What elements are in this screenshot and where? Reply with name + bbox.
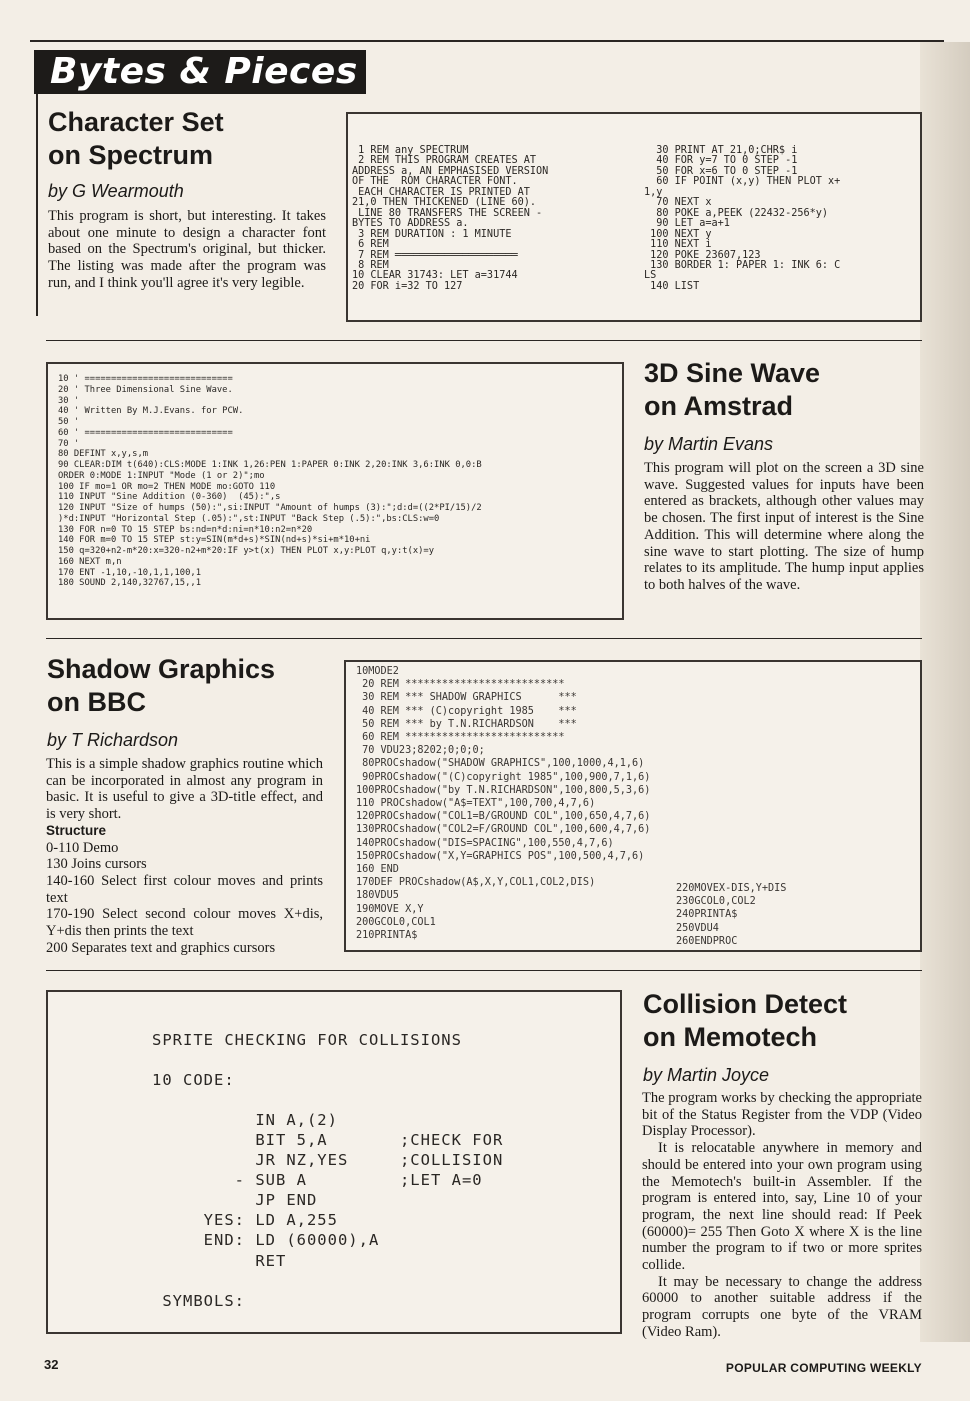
- article-title-line: on BBC: [47, 687, 146, 717]
- code-column-left: 10MODE2 20 REM ************************** 30 REM *** SHADOW GRAPHICS *** 40 REM *** (C)copyright 1985 *** 50 REM *** by T.N.RICHARDSON *** 60 REM ************************** 70 VDU23;8202;0;0;0; 80PROCshadow("SHADOW GRAPHICS",100,1000,4,1,6) 90PROCshadow("(C)copyright 1985",100,900,7,1,6) 100PROCshadow("by T.N.RICHARDSON",100,800,5,3,6) 110 PROCshadow("A$=TEXT",100,700,4,7,6) 120PROCshadow("COL1=B/GROUND COL",100,650,4,7,6) 130PROCshadow("COL2=F/GROUND COL",100,600,4,7,6) 140PROCshadow("DIS=SPACING",100,550,4,7,6) 150PROCshadow("X,Y=GRAPHICS POS",100,500,4,7,6) 160 END 170DEF PROCshadow(A$,X,Y,COL1,COL2,DIS) 180VDU5 190MOVE X,Y 200GCOL0,COL1 210PRINTA$: [356, 666, 651, 942]
- article-title-line: Character Set: [48, 107, 224, 137]
- article-body: [642, 1090, 922, 1341]
- section-divider: [46, 340, 922, 341]
- article-title: [47, 653, 275, 719]
- article-byline: by T Richardson: [47, 730, 179, 750]
- article-title-line: Collision Detect: [643, 989, 848, 1019]
- article-title: [644, 357, 820, 423]
- code-column-right: 220MOVEX-DIS,Y+DIS 230GCOL0,COL2 240PRINTA$ 250VDU4 260ENDPROC: [676, 883, 787, 947]
- article-paragraph: It is relocatable anywhere in memory and should be entered into your own program using the Memotech's built-in Assembler. If the program is entered into, say, Line 10 of your program, the next line should read: If Peek (60000)= 255 Then Goto X where X is the line number the program to if two or more sprites collide.: [642, 1140, 922, 1274]
- article-body: [46, 756, 323, 956]
- code-listing-bbc: [344, 660, 922, 952]
- structure-item: 170-190 Select second colour moves X+dis, Y+dis then prints the text: [46, 906, 323, 940]
- code-listing-amstrad: [46, 362, 624, 620]
- article-title: [643, 988, 847, 1054]
- code-listing-spectrum: [346, 112, 922, 322]
- article-body: [48, 208, 326, 292]
- article-byline: by G Wearmouth: [48, 181, 184, 201]
- article-paragraph: The program works by checking the appropriate bit of the Status Register from the VDP (Video Display Processor).: [642, 1090, 922, 1140]
- code-column-left: 1 REM any SPECTRUM 2 REM THIS PROGRAM CREATES AT ADDRESS a, AN EMPHASISED VERSION OF THE ROM CHARACTER FONT. EACH CHARACTER IS PRINTED AT 21,0 THEN THICKENED (LINE 60). LINE 80 TRANSFERS THE SCREEN - BYTES TO ADDRESS a. 3 REM DURATION : 1 MINUTE 6 REM 7 REM ════════════════════ 8 REM 10 CLEAR 31743: LET a=31744 20 FOR i=32 TO 127: [352, 145, 549, 292]
- article-title-line: Shadow Graphics: [47, 654, 276, 684]
- article-byline: by Martin Evans: [644, 434, 774, 454]
- structure-item: 140-160 Select first colour moves and prints text: [46, 872, 323, 906]
- page-number: 32: [44, 1357, 59, 1372]
- article-paragraph: It may be necessary to change the address 60000 to another suitable address if the program corrupts one byte of the VRAM (Video Ram).: [642, 1273, 922, 1340]
- top-rule: [30, 40, 944, 42]
- section-banner: Bytes & Pieces: [34, 50, 366, 94]
- article-title-line: on Spectrum: [48, 140, 214, 170]
- article-title-line: 3D Sine Wave: [644, 358, 821, 388]
- magazine-name: POPULAR COMPUTING WEEKLY: [725, 1361, 922, 1375]
- section-divider: [46, 638, 922, 639]
- article-paragraph: This program will plot on the screen a 3D sine wave. Suggested values for inputs have been entered as brackets, although other values may be chosen. The first input of interest is the Sine Addition. This will determine where along the sine wave to start plotting. The size of hump relates to its amplitude. The hump input applies to both halves of the wave.: [644, 460, 924, 593]
- article-paragraph: This program is short, but interesting. It takes about one minute to design a character font based on the Spectrum's original, but thicker. The listing was made after the program was run, and I think you'll agree it's very legible.: [48, 208, 326, 291]
- structure-item: 0-110 Demo: [46, 839, 119, 856]
- article-title-line: on Amstrad: [644, 391, 794, 421]
- code-listing-text: SPRITE CHECKING FOR COLLISIONS 10 CODE: IN A,(2) BIT 5,A ;CHECK FOR JR NZ,YES ;COLLISION - SUB A ;LET A=0 JP END YES: LD A,255 END: LD (60000),A RET SYMBOLS:: [152, 1031, 504, 1310]
- article-title-line: on Memotech: [643, 1022, 818, 1052]
- article-body: [644, 460, 924, 594]
- structure-heading: Structure: [46, 822, 107, 838]
- left-rule: [36, 94, 38, 316]
- code-column-right: 30 PRINT AT 21,0;CHR$ i 40 FOR y=7 TO 0 STEP -1 50 FOR x=6 TO 0 STEP -1 60 IF POINT (x,y) THEN PLOT x+ 1,y 70 NEXT x 80 POKE a,PEEK (22432-256*y) 90 LET a=a+1 100 NEXT y 110 NEXT i 120 POKE 23607,123 130 BORDER 1: PAPER 1: INK 6: C LS 140 LIST: [644, 145, 841, 292]
- article-title: [48, 106, 224, 172]
- section-divider: [46, 970, 922, 971]
- page-edge: [920, 42, 970, 1342]
- article-paragraph: This is a simple shadow graphics routine which can be incorporated in almost any program in basic. It is useful to give a 3D-title effect, and is very short.: [46, 756, 323, 823]
- structure-item: 200 Separates text and graphics cursors: [46, 939, 276, 956]
- article-byline: by Martin Joyce: [643, 1065, 770, 1085]
- structure-item: 130 Joins cursors: [46, 856, 147, 873]
- code-listing-memotech: [46, 990, 622, 1334]
- code-listing-text: 10 ' ============================ 20 ' Three Dimensional Sine Wave. 30 ' 40 ' Written By M.J.Evans. for PCW. 50 ' 60 ' ============================ 70 ' 80 DEFINT x,y,s,m 90 CLEAR:DIM t(640):CLS:MODE 1:INK 1,26:PEN 1:PAPER 0:INK 2,20:INK 3,6:INK 0,0:B ORDER 0:MODE 1:INPUT "Mode (1 or 2)";mo 100 IF mo=1 OR mo=2 THEN MODE mo:GOTO 110 110 INPUT "Sine Addition (0-360) (45):",s 120 INPUT "Size of humps (50):",si:INPUT "Amount of humps (3):";d:d=((2*PI/15)/2 )*d:INPUT "Horizontal Step (.05):",st:INPUT "Back Step (.5):",bs:CLS:w=0 130 FOR n=0 TO 15 STEP bs:nd=n*d:ni=n*10:n2=n*20 140 FOR m=0 TO 15 STEP st:y=SIN(m*d+s)*SIN(nd+s)*si+m*10+ni 150 q=320+n2-m*20:x=320-n2+m*20:IF y>t(x) THEN PLOT x,y:PLOT q,y:t(x)=y 160 NEXT m,n 170 ENT -1,10,-10,1,1,100,1 180 SOUND 2,140,32767,15,,1: [58, 374, 482, 589]
